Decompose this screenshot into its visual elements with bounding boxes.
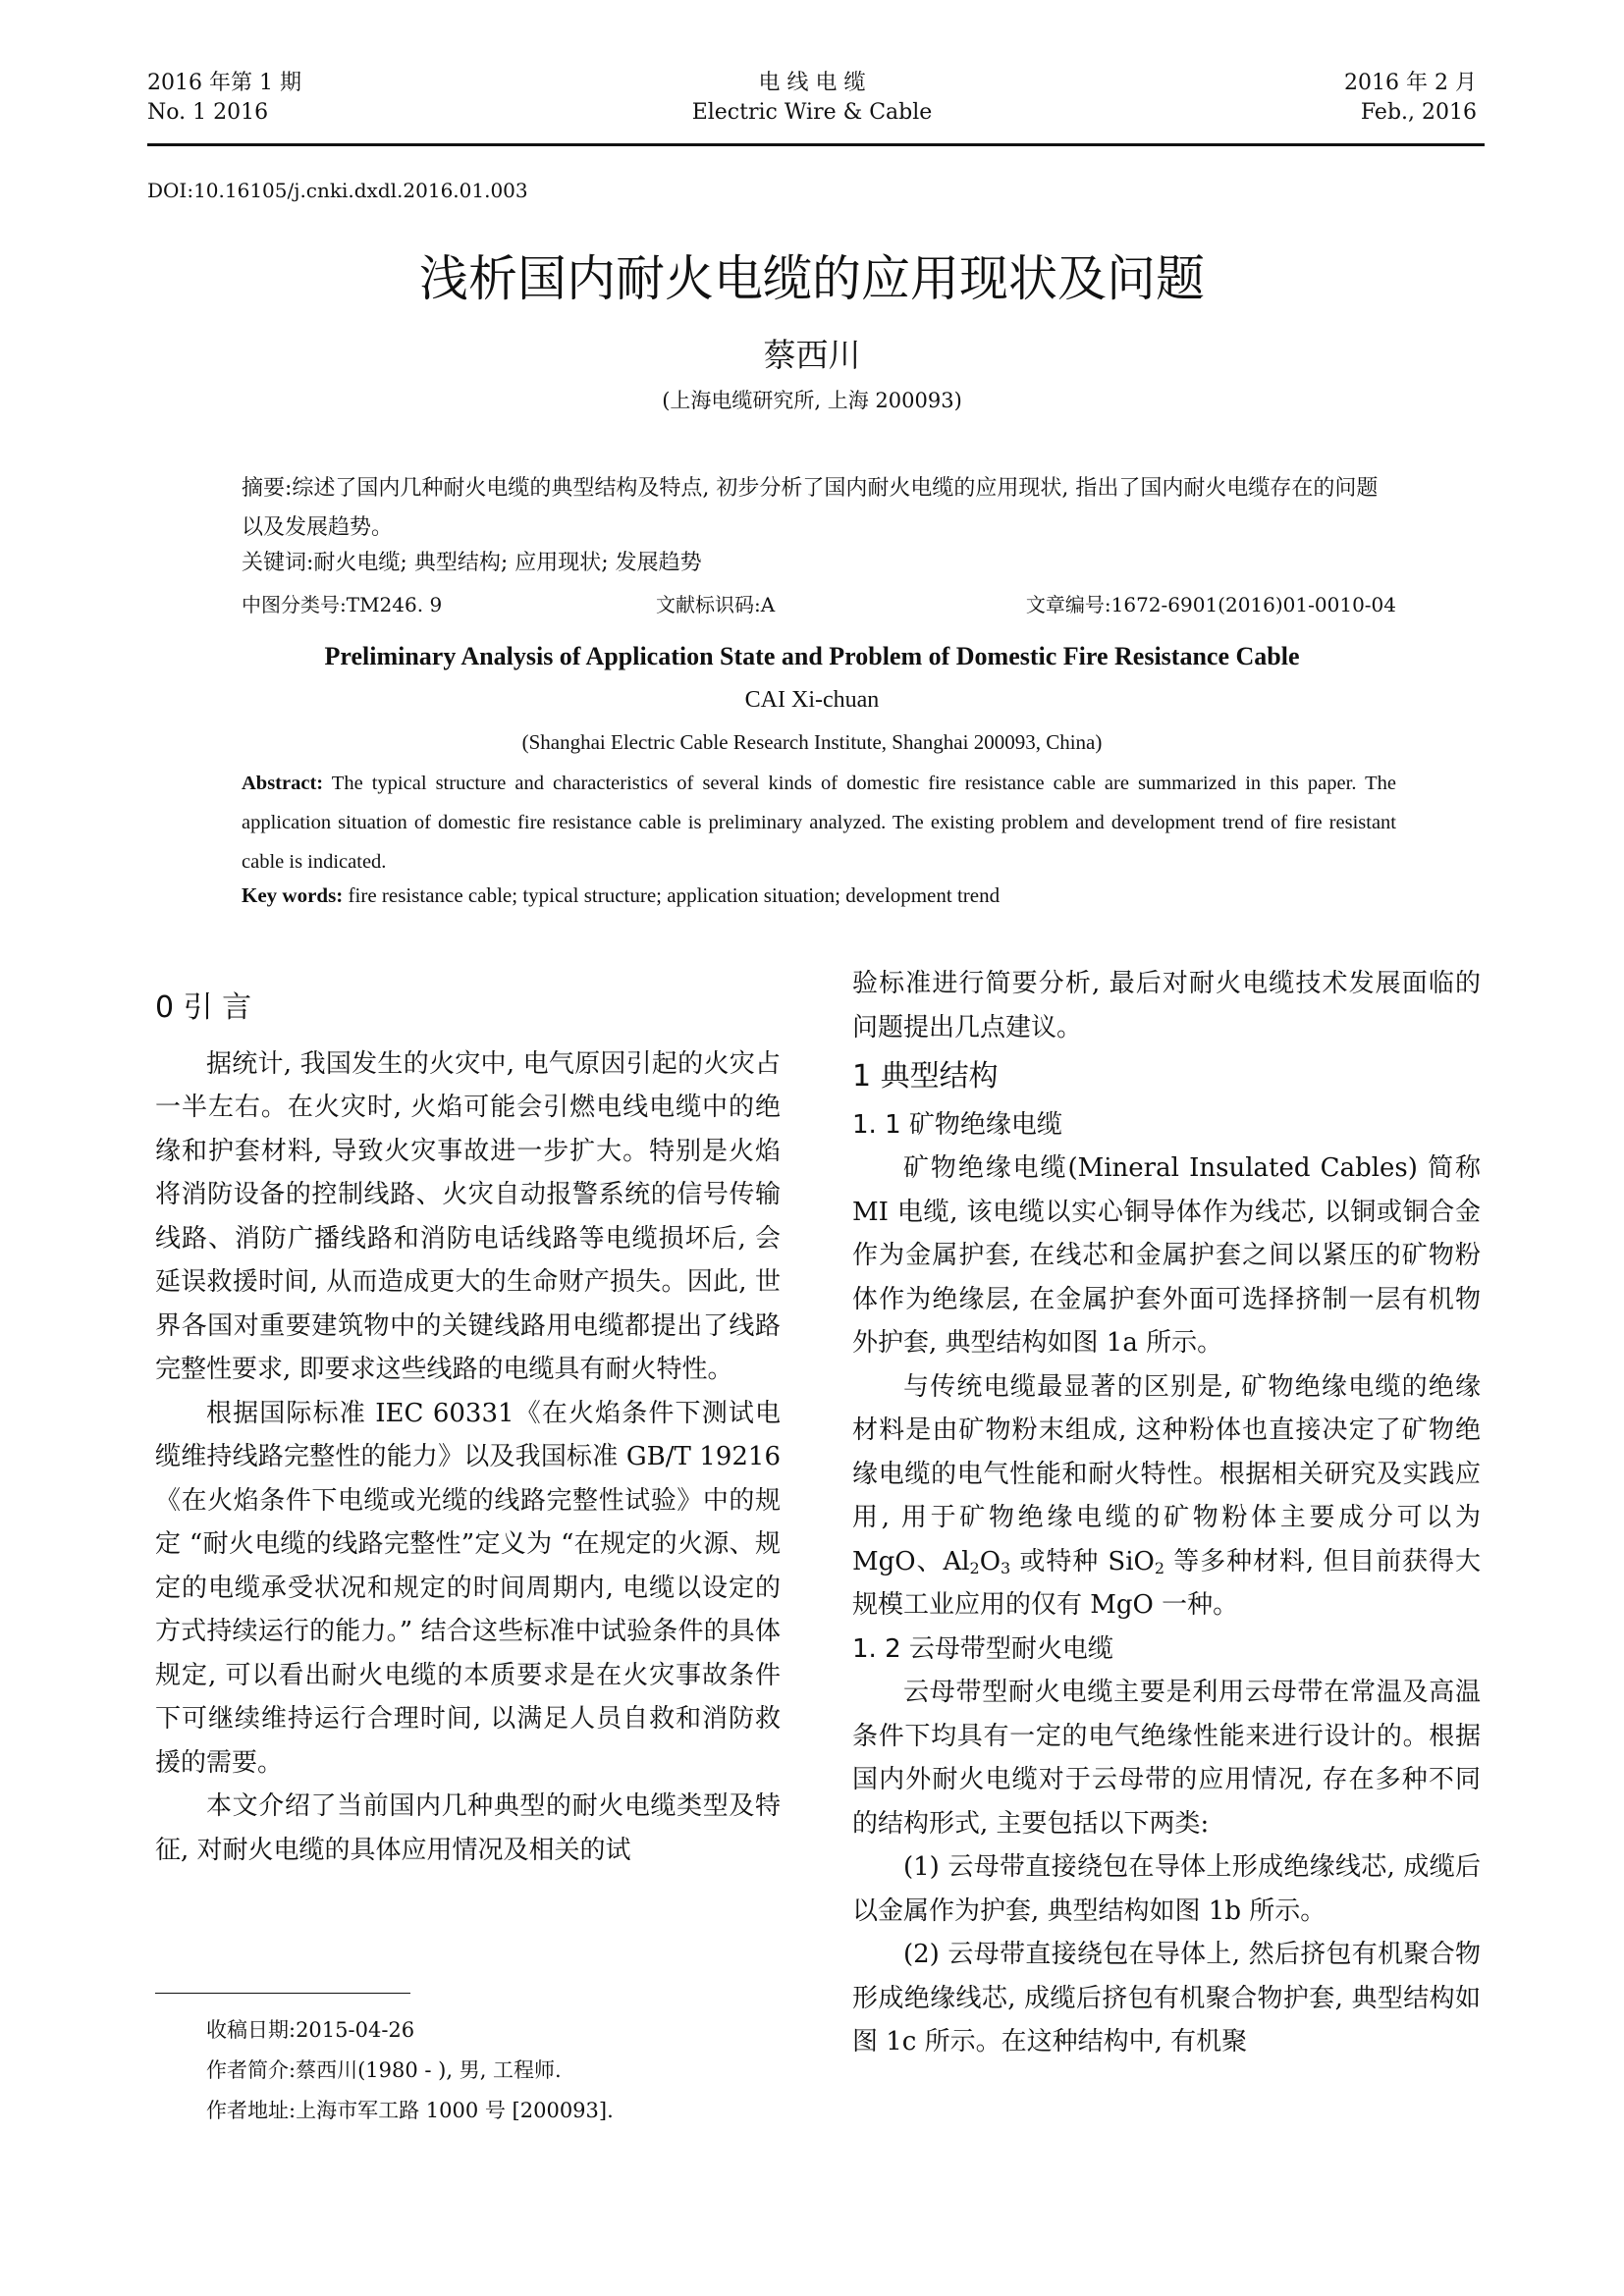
subscript: 2 [969, 1558, 980, 1577]
english-affiliation: (Shanghai Electric Cable Research Institute, Shanghai 200093, China) [521, 730, 1103, 754]
author-name: 蔡西川 [763, 336, 861, 374]
paragraph-text: 等多种材料, 但目前获得大规模工业应用的仅有 MgO 一种。 [852, 1546, 1481, 1620]
subscript: 2 [1154, 1558, 1165, 1577]
english-author: CAI Xi-chuan [744, 687, 880, 713]
paragraph: (2) 云母带直接绕包在导体上, 然后挤包有机聚合物形成绝缘线芯, 成缆后挤包有机聚合物护套, 典型结构如图 1c 所示。在这种结构中, 有机聚 [852, 1940, 1481, 2056]
paragraph: 矿物绝缘电缆(Mineral Insulated Cables) 简称 MI 电缆, 该电缆以实心铜导体作为线芯, 以铜或铜合金作为金属护套, 在线芯和金属护套之间以紧压的矿物粉体作为绝缘层, 在金属护套外面可选择挤制一层有机物外护套, 典型结构如图 1a 所示。 [852, 1153, 1481, 1358]
article-title: 浅析国内耐火电缆的应用现状及问题 [419, 250, 1205, 307]
paragraph [852, 1365, 1481, 1628]
document-code: 文献标识码:A [656, 593, 776, 616]
journal-name-cn: 电 线 电 缆 [758, 71, 866, 95]
received-date: 收稿日期:2015-04-26 [206, 2018, 415, 2042]
section-1-heading: 1 典型结构 [852, 1059, 999, 1094]
paragraph: 据统计, 我国发生的火灾中, 电气原因引起的火灾占一半左右。在火灾时, 火焰可能会引燃电线电缆中的绝缘和护套材料, 导致火灾事故进一步扩大。特别是火焰将消防设备的控制线路、火灾自动报警系统的信号传输线路、消防广播线路和消防电话线路等电缆损坏后, 会延误救援时间, 从而造成更大的生命财产损失。因此, 世界各国对重要建筑物中的关键线路用电缆都提出了线路完整性要求, 即要求这些线路的电缆具有耐火特性。 [155, 1048, 781, 1384]
paragraph-text: 或特种 SiO [1010, 1546, 1155, 1576]
article-number: 文章编号:1672-6901(2016)01-0010-04 [1025, 593, 1396, 616]
paragraph: 验标准进行简要分析, 最后对耐火电缆技术发展面临的问题提出几点建议。 [852, 969, 1481, 1042]
author-bio: 作者简介:蔡西川(1980 - ), 男, 工程师. [206, 2058, 562, 2082]
english-keywords [242, 883, 1000, 908]
section-0-heading: 0 引 言 [155, 990, 252, 1025]
abstract-text: The typical structure and characteristics of several kinds of domestic fire resistance cable are summarized in this paper. The application situation of domestic fire resistance cable is preliminary analyzed. The existing problem and development trend of fire resistant cable is indicated. [242, 773, 1396, 873]
footnote [206, 2010, 614, 2131]
keywords-text: fire resistance cable; typical structure; application situation; development trend [343, 883, 1001, 907]
footnote-divider [155, 1993, 410, 1994]
section-1-2-heading: 1. 2 云母带型耐火电缆 [852, 1633, 1113, 1664]
header-divider [147, 143, 1485, 146]
journal-name-en: Electric Wire & Cable [691, 100, 933, 125]
paragraph-text: O [979, 1546, 1001, 1576]
paragraph: 根据国际标准 IEC 60331《在火焰条件下测试电缆维持线路完整性的能力》以及我国标准 GB/T 19216《在火焰条件下电缆或光缆的线路完整性试验》中的规定 “耐火电缆的线路完整性”定义为 “在规定的火源、规定的电缆承受状况和规定的时间周期内, 电缆以设定的方式持续运行的能力。” 结合这些标准中试验条件的具体规定, 可以看出耐火电缆的本质要求是在火灾事故条件下可继续维持运行合理时间, 以满足人员自救和消防救援的需要。 [155, 1398, 781, 1778]
keywords-label: Key words: [242, 883, 344, 907]
abstract-label: Abstract: [242, 773, 324, 794]
header-right [1344, 69, 1477, 128]
abstract-cn: 摘要:综述了国内几种耐火电缆的典型结构及特点, 初步分析了国内耐火电缆的应用现状, 指出了国内耐火电缆存在的问题以及发展趋势。 [242, 476, 1379, 540]
clc-number: 中图分类号:TM246. 9 [242, 593, 443, 616]
keywords-cn: 关键词:耐火电缆; 典型结构; 应用现状; 发展趋势 [242, 551, 702, 575]
paragraph: 本文介绍了当前国内几种典型的耐火电缆类型及特征, 对耐火电缆的具体应用情况及相关的试 [155, 1791, 781, 1865]
paragraph: (1) 云母带直接绕包在导体上形成绝缘线芯, 成缆后以金属作为护套, 典型结构如图 1b 所示。 [852, 1852, 1481, 1926]
journal-date-cn: 2016 年 2 月 [1344, 71, 1477, 95]
doi: DOI:10.16105/j.cnki.dxdl.2016.01.003 [147, 179, 528, 202]
section-1-1-heading: 1. 1 矿物绝缘电缆 [852, 1109, 1062, 1140]
right-column [852, 962, 1481, 2064]
english-title: Preliminary Analysis of Application State and Problem of Domestic Fire Resistance Cable [324, 642, 1300, 670]
paragraph: 云母带型耐火电缆主要是利用云母带在常温及高温条件下均具有一定的电气绝缘性能来进行设计的。根据国内外耐火电缆对于云母带的应用情况, 存在多种不同的结构形式, 主要包括以下两类: [852, 1678, 1481, 1839]
paragraph-text: 与传统电缆最显著的区别是, 矿物绝缘电缆的绝缘材料是由矿物粉末组成, 这种粉体也直接决定了矿物绝缘电缆的电气性能和耐火特性。根据相关研究及实践应用, 用于矿物绝缘电缆的矿物粉体主要成分可以为 MgO、Al [852, 1371, 1481, 1576]
journal-date-en: Feb., 2016 [1360, 100, 1477, 125]
author-affiliation: (上海电缆研究所, 上海 200093) [662, 389, 962, 412]
journal-issue-en: No. 1 2016 [147, 100, 269, 125]
english-abstract [242, 764, 1396, 881]
subscript: 3 [1001, 1558, 1011, 1577]
author-address: 作者地址:上海市军工路 1000 号 [200093]. [206, 2099, 614, 2122]
journal-issue-cn: 2016 年第 1 期 [147, 71, 301, 95]
left-column [155, 987, 781, 1872]
